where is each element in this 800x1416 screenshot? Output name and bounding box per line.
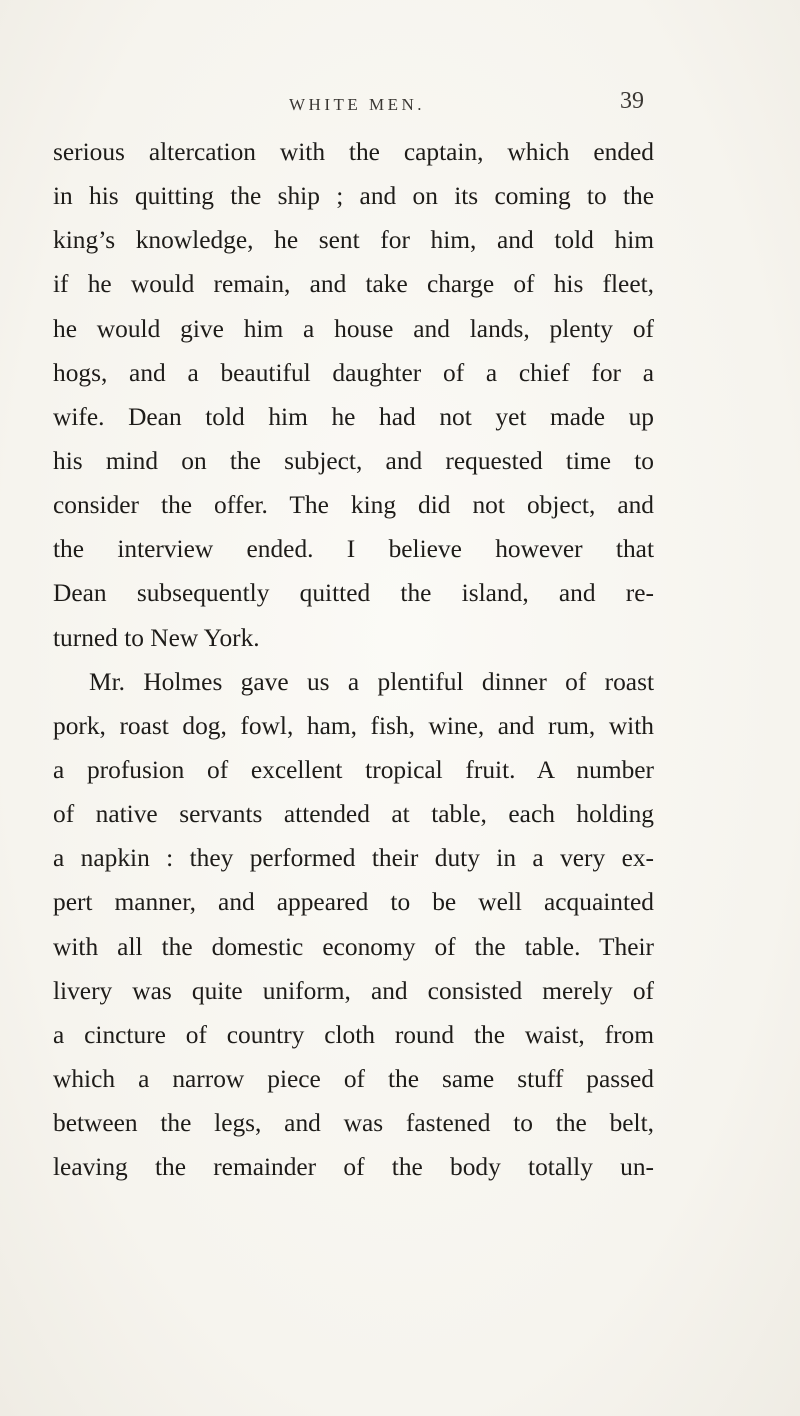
text-line: wife. Dean told him he had not yet made up [53, 402, 654, 431]
text-line: he would give him a house and lands, plenty of [53, 314, 654, 343]
text-line: a cincture of country cloth round the waist, from [53, 1020, 654, 1049]
paragraph-end-line: turned to New York. [53, 623, 260, 652]
text-line: which a narrow piece of the same stuff passed [53, 1064, 654, 1093]
text-line: in his quitting the ship ; and on its coming to the [53, 182, 654, 211]
text-line: his mind on the subject, and requested time to [53, 446, 654, 475]
text-line: with all the domestic economy of the table. Their [53, 932, 654, 961]
paragraph-start-line: Mr. Holmes gave us a plentiful dinner of roast [89, 667, 654, 696]
text-line: serious altercation with the captain, which ended [53, 138, 654, 166]
page-number: 39 [620, 88, 644, 114]
text-line: livery was quite uniform, and consisted merely of [53, 976, 654, 1005]
text-line: king’s knowledge, he sent for him, and told him [53, 226, 654, 255]
text-line: a profusion of excellent tropical fruit. A number [53, 755, 654, 784]
text-line: pork, roast dog, fowl, ham, fish, wine, and rum, with [53, 711, 654, 740]
text-line: hogs, and a beautiful daughter of a chief for a [53, 358, 654, 387]
text-line: of native servants attended at table, each holding [53, 800, 654, 829]
text-line: if he would remain, and take charge of his fleet, [53, 270, 654, 299]
text-line: Dean subsequently quitted the island, and re- [53, 579, 654, 608]
text-line: a napkin : they performed their duty in a very ex- [53, 844, 654, 873]
text-line: pert manner, and appeared to be well acquainted [53, 888, 654, 917]
text-line: consider the offer. The king did not object, and [53, 491, 654, 520]
text-line: between the legs, and was fastened to the belt, [53, 1109, 654, 1138]
text-line: leaving the remainder of the body totally un- [53, 1153, 654, 1182]
body-text [53, 130, 654, 1189]
running-head: WHITE MEN. [289, 95, 426, 114]
text-line: the interview ended. I believe however that [53, 535, 654, 564]
